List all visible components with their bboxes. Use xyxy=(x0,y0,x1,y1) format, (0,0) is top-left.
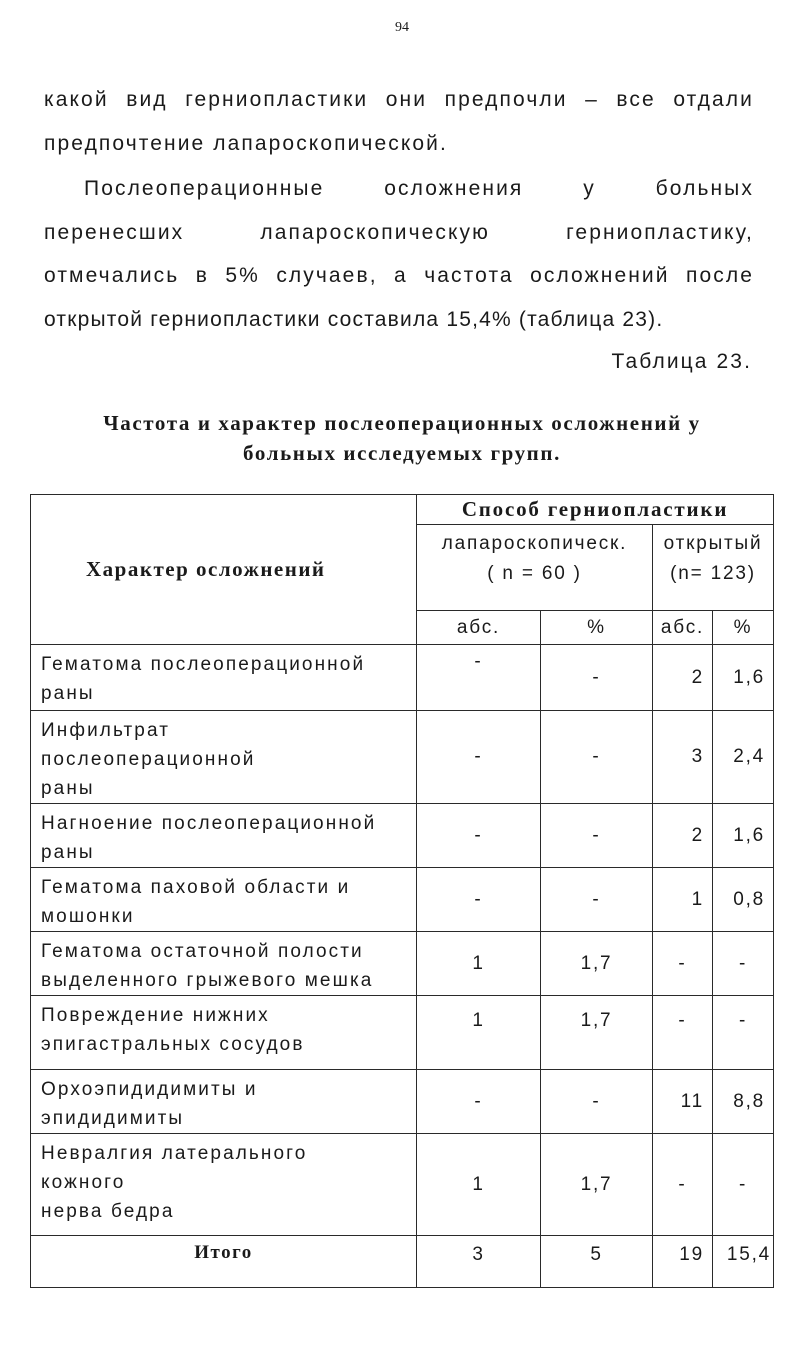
complication-name: Нагноение послеоперационной раны xyxy=(31,804,417,868)
total-open-abs: 19 xyxy=(653,1236,713,1288)
lap-pct-cell: - xyxy=(541,1070,653,1134)
open-pct-cell: - xyxy=(713,932,774,996)
open-abs-cell: - xyxy=(653,932,713,996)
complication-name: Инфильтрат послеоперационной раны xyxy=(31,711,417,804)
page-number: 94 xyxy=(395,20,409,35)
header-lap-pct: % xyxy=(541,611,653,645)
open-abs-cell: 2 xyxy=(653,804,713,868)
table-row xyxy=(31,1134,774,1236)
complication-name: Повреждение нижних эпигастральных сосудов xyxy=(31,996,417,1070)
open-pct-cell: 1,6 xyxy=(713,645,774,711)
table-caption-line-1: Частота и характер послеоперационных осложнений у xyxy=(103,411,701,435)
total-row xyxy=(31,1236,774,1288)
table-row xyxy=(31,1070,774,1134)
header-open-pct: % xyxy=(713,611,774,645)
table-caption-line-2: больных исследуемых групп. xyxy=(243,441,561,465)
paragraph-2-line-2: перенесших лапароскопическую герниопластику, xyxy=(44,221,754,244)
total-lap-abs: 3 xyxy=(417,1236,541,1288)
lap-pct-cell: - xyxy=(541,711,653,804)
lap-abs-cell: - xyxy=(417,711,541,804)
total-lap-pct: 5 xyxy=(541,1236,653,1288)
paragraph-1-line-2: предпочтение лапароскопической. xyxy=(44,132,448,155)
open-pct-cell: 2,4 xyxy=(713,711,774,804)
lap-abs-cell: - xyxy=(417,1070,541,1134)
table-row xyxy=(31,996,774,1070)
complication-name: Орхоэпидидимиты и эпидидимиты xyxy=(31,1070,417,1134)
lap-abs-cell: 1 xyxy=(417,932,541,996)
open-abs-cell: - xyxy=(653,996,713,1070)
complications-table xyxy=(30,494,774,1288)
header-group-open-name: открытый xyxy=(663,533,763,554)
table-row xyxy=(31,711,774,804)
lap-abs-cell: - xyxy=(417,645,541,711)
paragraph-2-line-1: Послеоперационные осложнения у больных xyxy=(84,177,754,200)
header-hernioplasty-method: Способ герниопластики xyxy=(417,495,774,525)
open-pct-cell: 1,6 xyxy=(713,804,774,868)
lap-abs-cell: 1 xyxy=(417,1134,541,1236)
open-pct-cell: - xyxy=(713,996,774,1070)
paragraph-2-line-4: открытой герниопластики составила 15,4% (таблица 23). xyxy=(44,308,664,331)
open-abs-cell: - xyxy=(653,1134,713,1236)
open-pct-cell: - xyxy=(713,1134,774,1236)
complication-name: Гематома паховой области и мошонки xyxy=(31,868,417,932)
open-pct-cell: 0,8 xyxy=(713,868,774,932)
lap-pct-cell: 1,7 xyxy=(541,932,653,996)
complication-name: Гематома послеоперационной раны xyxy=(31,645,417,711)
header-open-abs: абс. xyxy=(653,611,713,645)
total-label: Итого xyxy=(31,1236,417,1288)
table-reference: Таблица 23. xyxy=(611,350,752,373)
table-row xyxy=(31,645,774,711)
complication-name: Гематома остаточной полости выделенного грыжевого мешка xyxy=(31,932,417,996)
open-pct-cell: 8,8 xyxy=(713,1070,774,1134)
header-group-laparoscopic-n: ( n = 60 ) xyxy=(487,563,582,584)
lap-pct-cell: 1,7 xyxy=(541,1134,653,1236)
header-group-open-n: (n= 123) xyxy=(670,563,756,584)
lap-pct-cell: 1,7 xyxy=(541,996,653,1070)
lap-pct-cell: - xyxy=(541,645,653,711)
table-row xyxy=(31,932,774,996)
header-lap-abs: абс. xyxy=(417,611,541,645)
complication-name: Невралгия латерального кожного нерва бедра xyxy=(31,1134,417,1236)
header-group-laparoscopic-name: лапароскопическ. xyxy=(441,533,628,554)
lap-pct-cell: - xyxy=(541,804,653,868)
table-row xyxy=(31,868,774,932)
header-group-open xyxy=(653,525,774,611)
open-abs-cell: 1 xyxy=(653,868,713,932)
lap-abs-cell: 1 xyxy=(417,996,541,1070)
total-open-pct: 15,4 xyxy=(713,1236,774,1288)
open-abs-cell: 2 xyxy=(653,645,713,711)
lap-abs-cell: - xyxy=(417,804,541,868)
lap-abs-cell: - xyxy=(417,868,541,932)
paragraph-1-line-1: какой вид герниопластики они предпочли – все отдали xyxy=(44,88,754,111)
open-abs-cell: 3 xyxy=(653,711,713,804)
table-row xyxy=(31,804,774,868)
header-group-laparoscopic xyxy=(417,525,653,611)
header-complication-type: Характер осложнений xyxy=(31,495,417,645)
paragraph-2-line-3: отмечались в 5% случаев, а частота осложнений после xyxy=(44,264,754,287)
lap-pct-cell: - xyxy=(541,868,653,932)
open-abs-cell: 11 xyxy=(653,1070,713,1134)
